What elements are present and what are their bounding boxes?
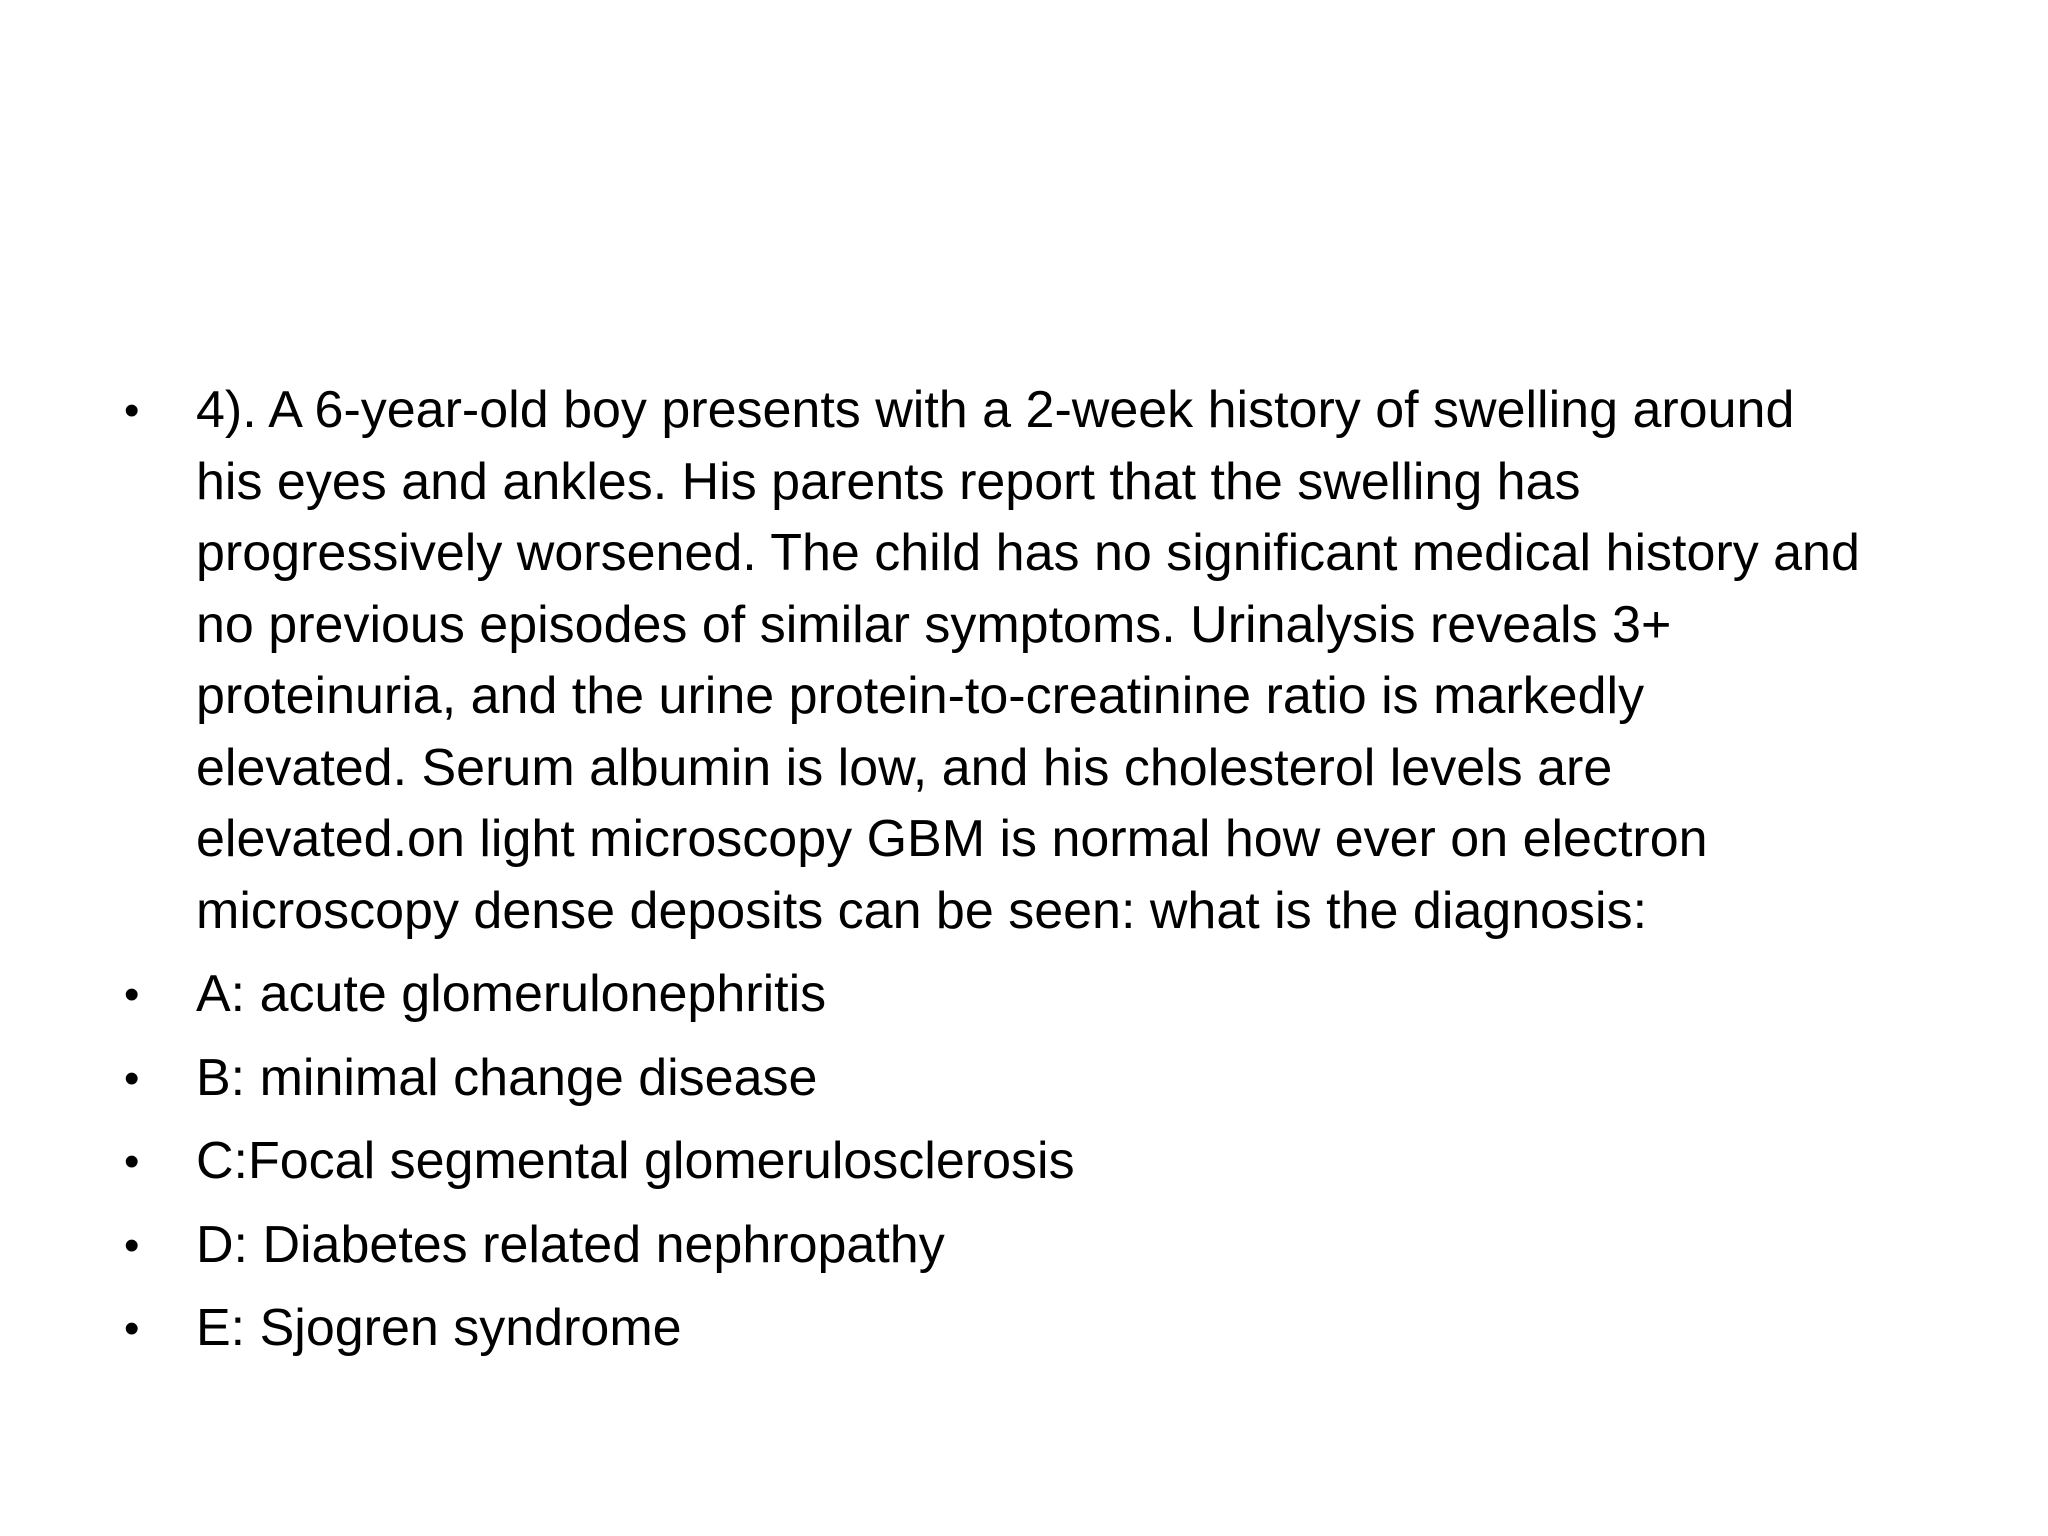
question-line: progressively worsened. The child has no significant medical history and	[196, 524, 1860, 582]
option-b	[120, 1043, 1950, 1115]
question-line: his eyes and ankles. His parents report that the swelling has	[196, 452, 1581, 511]
bullet-icon: •	[124, 1137, 140, 1186]
bullet-list	[120, 375, 1950, 1365]
slide-content	[120, 375, 1950, 1377]
bullet-icon: •	[124, 970, 140, 1019]
option-e-text: E: Sjogren syndrome	[196, 1299, 682, 1357]
option-c-text: C:Focal segmental glomerulosclerosis	[196, 1132, 1075, 1190]
question-line: no previous episodes of similar symptoms. Urinalysis reveals 3+	[196, 595, 1672, 654]
question-line: proteinuria, and the urine protein-to-creatinine ratio is markedly	[196, 667, 1645, 725]
option-e	[120, 1293, 1950, 1365]
option-a-text: A: acute glomerulonephritis	[196, 965, 827, 1023]
option-c	[120, 1126, 1950, 1198]
question-line: elevated.on light microscopy GBM is normal how ever on electron	[196, 810, 1708, 868]
question-line: microscopy dense deposits can be seen: what is the diagnosis:	[196, 881, 1648, 940]
bullet-icon: •	[124, 1220, 140, 1270]
option-a	[120, 959, 1950, 1031]
option-d-text: D: Diabetes related nephropathy	[196, 1215, 945, 1274]
bullet-icon: •	[124, 1304, 140, 1353]
option-b-text: B: minimal change disease	[196, 1048, 818, 1107]
bullet-icon: •	[124, 386, 140, 435]
question-text	[196, 375, 1886, 947]
question-item	[120, 375, 1950, 947]
question-line: elevated. Serum albumin is low, and his cholesterol levels are	[196, 738, 1613, 797]
bullet-icon: •	[124, 1053, 140, 1103]
question-line: 4). A 6-year-old boy presents with a 2-week history of swelling around	[196, 381, 1795, 439]
option-d	[120, 1210, 1950, 1282]
